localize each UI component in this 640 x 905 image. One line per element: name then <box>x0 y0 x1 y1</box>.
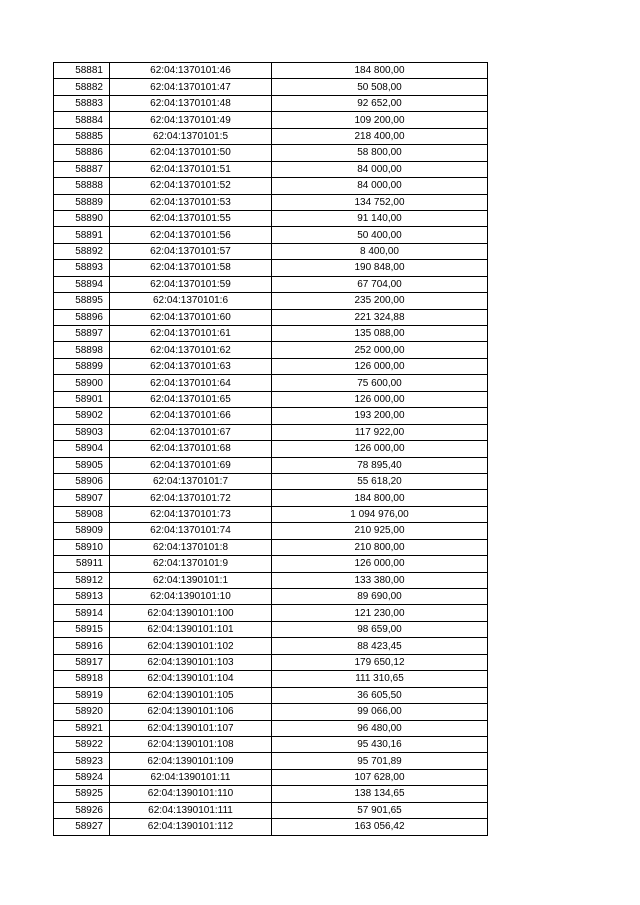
cadastral-value-cell: 50 400,00 <box>272 227 488 243</box>
row-number-cell: 58892 <box>54 243 110 259</box>
cadastral-value-cell: 1 094 976,00 <box>272 506 488 522</box>
cadastral-value-cell: 88 423,45 <box>272 638 488 654</box>
cadastral-value-cell: 89 690,00 <box>272 589 488 605</box>
cadastral-value-cell: 190 848,00 <box>272 260 488 276</box>
row-number-cell: 58887 <box>54 161 110 177</box>
row-number-cell: 58926 <box>54 802 110 818</box>
cadastral-number-cell: 62:04:1370101:52 <box>110 178 272 194</box>
cadastral-value-cell: 57 901,65 <box>272 802 488 818</box>
cadastral-value-cell: 95 701,89 <box>272 753 488 769</box>
cadastral-value-cell: 91 140,00 <box>272 210 488 226</box>
cadastral-number-cell: 62:04:1370101:74 <box>110 523 272 539</box>
cadastral-value-cell: 67 704,00 <box>272 276 488 292</box>
row-number-cell: 58903 <box>54 424 110 440</box>
cadastral-number-cell: 62:04:1370101:49 <box>110 112 272 128</box>
cadastral-value-cell: 138 134,65 <box>272 786 488 802</box>
table-row <box>54 654 488 670</box>
table-row <box>54 802 488 818</box>
row-number-cell: 58927 <box>54 819 110 835</box>
row-number-cell: 58890 <box>54 210 110 226</box>
cadastral-number-cell: 62:04:1370101:57 <box>110 243 272 259</box>
table-row <box>54 391 488 407</box>
table-row <box>54 128 488 144</box>
cadastral-value-cell: 133 380,00 <box>272 572 488 588</box>
table-row <box>54 424 488 440</box>
cadastral-number-cell: 62:04:1370101:62 <box>110 342 272 358</box>
table-row <box>54 769 488 785</box>
row-number-cell: 58883 <box>54 95 110 111</box>
row-number-cell: 58901 <box>54 391 110 407</box>
row-number-cell: 58893 <box>54 260 110 276</box>
table-row <box>54 194 488 210</box>
cadastral-value-cell: 179 650,12 <box>272 654 488 670</box>
table-row <box>54 63 488 79</box>
row-number-cell: 58904 <box>54 441 110 457</box>
cadastral-value-cell: 78 895,40 <box>272 457 488 473</box>
row-number-cell: 58924 <box>54 769 110 785</box>
cadastral-value-cell: 75 600,00 <box>272 375 488 391</box>
row-number-cell: 58923 <box>54 753 110 769</box>
cadastral-value-cell: 98 659,00 <box>272 621 488 637</box>
cadastral-number-cell: 62:04:1370101:56 <box>110 227 272 243</box>
table-row <box>54 441 488 457</box>
cadastral-value-cell: 96 480,00 <box>272 720 488 736</box>
row-number-cell: 58925 <box>54 786 110 802</box>
cadastral-number-cell: 62:04:1370101:67 <box>110 424 272 440</box>
row-number-cell: 58910 <box>54 539 110 555</box>
row-number-cell: 58920 <box>54 704 110 720</box>
table-row <box>54 457 488 473</box>
table-row <box>54 178 488 194</box>
cadastral-number-cell: 62:04:1370101:61 <box>110 326 272 342</box>
cadastral-number-cell: 62:04:1390101:110 <box>110 786 272 802</box>
table-row <box>54 621 488 637</box>
table-row <box>54 408 488 424</box>
row-number-cell: 58911 <box>54 556 110 572</box>
row-number-cell: 58922 <box>54 736 110 752</box>
cadastral-value-table <box>53 62 488 836</box>
row-number-cell: 58881 <box>54 63 110 79</box>
cadastral-number-cell: 62:04:1390101:100 <box>110 605 272 621</box>
cadastral-number-cell: 62:04:1370101:5 <box>110 128 272 144</box>
cadastral-number-cell: 62:04:1390101:103 <box>110 654 272 670</box>
cadastral-value-cell: 184 800,00 <box>272 490 488 506</box>
table-row <box>54 227 488 243</box>
table-row <box>54 819 488 835</box>
cadastral-value-cell: 126 000,00 <box>272 358 488 374</box>
cadastral-value-cell: 99 066,00 <box>272 704 488 720</box>
row-number-cell: 58896 <box>54 309 110 325</box>
cadastral-number-cell: 62:04:1370101:47 <box>110 79 272 95</box>
cadastral-number-cell: 62:04:1390101:106 <box>110 704 272 720</box>
table-row <box>54 786 488 802</box>
table-row <box>54 210 488 226</box>
row-number-cell: 58885 <box>54 128 110 144</box>
cadastral-value-cell: 135 088,00 <box>272 326 488 342</box>
cadastral-number-cell: 62:04:1370101:51 <box>110 161 272 177</box>
row-number-cell: 58919 <box>54 687 110 703</box>
row-number-cell: 58902 <box>54 408 110 424</box>
row-number-cell: 58915 <box>54 621 110 637</box>
table-row <box>54 473 488 489</box>
cadastral-value-cell: 84 000,00 <box>272 178 488 194</box>
cadastral-number-cell: 62:04:1390101:109 <box>110 753 272 769</box>
cadastral-number-cell: 62:04:1390101:112 <box>110 819 272 835</box>
cadastral-value-cell: 121 230,00 <box>272 605 488 621</box>
cadastral-value-cell: 126 000,00 <box>272 391 488 407</box>
cadastral-value-cell: 210 925,00 <box>272 523 488 539</box>
cadastral-value-cell: 92 652,00 <box>272 95 488 111</box>
table-row <box>54 704 488 720</box>
cadastral-value-cell: 55 618,20 <box>272 473 488 489</box>
cadastral-value-cell: 134 752,00 <box>272 194 488 210</box>
table-row <box>54 79 488 95</box>
cadastral-number-cell: 62:04:1370101:6 <box>110 293 272 309</box>
row-number-cell: 58884 <box>54 112 110 128</box>
row-number-cell: 58882 <box>54 79 110 95</box>
cadastral-number-cell: 62:04:1390101:101 <box>110 621 272 637</box>
cadastral-number-cell: 62:04:1370101:68 <box>110 441 272 457</box>
cadastral-number-cell: 62:04:1390101:1 <box>110 572 272 588</box>
row-number-cell: 58909 <box>54 523 110 539</box>
cadastral-number-cell: 62:04:1390101:111 <box>110 802 272 818</box>
cadastral-number-cell: 62:04:1390101:108 <box>110 736 272 752</box>
cadastral-number-cell: 62:04:1370101:8 <box>110 539 272 555</box>
cadastral-number-cell: 62:04:1370101:53 <box>110 194 272 210</box>
cadastral-value-cell: 36 605,50 <box>272 687 488 703</box>
cadastral-value-cell: 235 200,00 <box>272 293 488 309</box>
row-number-cell: 58891 <box>54 227 110 243</box>
table-row <box>54 112 488 128</box>
cadastral-number-cell: 62:04:1390101:107 <box>110 720 272 736</box>
table-row <box>54 161 488 177</box>
row-number-cell: 58916 <box>54 638 110 654</box>
row-number-cell: 58912 <box>54 572 110 588</box>
row-number-cell: 58905 <box>54 457 110 473</box>
table-row <box>54 309 488 325</box>
table-row <box>54 605 488 621</box>
row-number-cell: 58898 <box>54 342 110 358</box>
row-number-cell: 58899 <box>54 358 110 374</box>
table-row <box>54 276 488 292</box>
row-number-cell: 58897 <box>54 326 110 342</box>
cadastral-value-cell: 218 400,00 <box>272 128 488 144</box>
row-number-cell: 58907 <box>54 490 110 506</box>
table-row <box>54 243 488 259</box>
table-row <box>54 342 488 358</box>
table-row <box>54 720 488 736</box>
table-row <box>54 326 488 342</box>
row-number-cell: 58914 <box>54 605 110 621</box>
cadastral-value-cell: 8 400,00 <box>272 243 488 259</box>
table-body <box>54 63 488 836</box>
table-row <box>54 95 488 111</box>
table-row <box>54 671 488 687</box>
table-row <box>54 572 488 588</box>
cadastral-value-cell: 111 310,65 <box>272 671 488 687</box>
cadastral-number-cell: 62:04:1370101:55 <box>110 210 272 226</box>
cadastral-number-cell: 62:04:1370101:7 <box>110 473 272 489</box>
cadastral-number-cell: 62:04:1390101:105 <box>110 687 272 703</box>
cadastral-value-cell: 252 000,00 <box>272 342 488 358</box>
row-number-cell: 58900 <box>54 375 110 391</box>
cadastral-value-cell: 126 000,00 <box>272 556 488 572</box>
row-number-cell: 58918 <box>54 671 110 687</box>
cadastral-number-cell: 62:04:1370101:64 <box>110 375 272 391</box>
cadastral-value-cell: 109 200,00 <box>272 112 488 128</box>
cadastral-number-cell: 62:04:1370101:65 <box>110 391 272 407</box>
row-number-cell: 58906 <box>54 473 110 489</box>
cadastral-value-cell: 163 056,42 <box>272 819 488 835</box>
cadastral-number-cell: 62:04:1390101:102 <box>110 638 272 654</box>
row-number-cell: 58921 <box>54 720 110 736</box>
cadastral-value-cell: 84 000,00 <box>272 161 488 177</box>
table-row <box>54 736 488 752</box>
row-number-cell: 58888 <box>54 178 110 194</box>
table-row <box>54 589 488 605</box>
row-number-cell: 58895 <box>54 293 110 309</box>
cadastral-value-cell: 210 800,00 <box>272 539 488 555</box>
cadastral-value-cell: 221 324,88 <box>272 309 488 325</box>
table-row <box>54 260 488 276</box>
cadastral-number-cell: 62:04:1370101:9 <box>110 556 272 572</box>
table-row <box>54 293 488 309</box>
cadastral-number-cell: 62:04:1370101:66 <box>110 408 272 424</box>
table-row <box>54 638 488 654</box>
row-number-cell: 58908 <box>54 506 110 522</box>
cadastral-number-cell: 62:04:1390101:11 <box>110 769 272 785</box>
cadastral-number-cell: 62:04:1390101:104 <box>110 671 272 687</box>
cadastral-value-cell: 126 000,00 <box>272 441 488 457</box>
cadastral-number-cell: 62:04:1370101:73 <box>110 506 272 522</box>
cadastral-number-cell: 62:04:1370101:50 <box>110 145 272 161</box>
cadastral-value-cell: 107 628,00 <box>272 769 488 785</box>
cadastral-value-cell: 95 430,16 <box>272 736 488 752</box>
cadastral-number-cell: 62:04:1370101:69 <box>110 457 272 473</box>
cadastral-number-cell: 62:04:1370101:58 <box>110 260 272 276</box>
cadastral-number-cell: 62:04:1370101:46 <box>110 63 272 79</box>
table-row <box>54 375 488 391</box>
table-row <box>54 145 488 161</box>
cadastral-number-cell: 62:04:1390101:10 <box>110 589 272 605</box>
cadastral-value-cell: 184 800,00 <box>272 63 488 79</box>
cadastral-value-cell: 117 922,00 <box>272 424 488 440</box>
cadastral-number-cell: 62:04:1370101:60 <box>110 309 272 325</box>
row-number-cell: 58917 <box>54 654 110 670</box>
table-row <box>54 490 488 506</box>
table-row <box>54 523 488 539</box>
table-row <box>54 358 488 374</box>
table-row <box>54 556 488 572</box>
table-row <box>54 753 488 769</box>
table-row <box>54 687 488 703</box>
cadastral-value-cell: 58 800,00 <box>272 145 488 161</box>
cadastral-number-cell: 62:04:1370101:63 <box>110 358 272 374</box>
row-number-cell: 58913 <box>54 589 110 605</box>
cadastral-value-cell: 193 200,00 <box>272 408 488 424</box>
cadastral-number-cell: 62:04:1370101:48 <box>110 95 272 111</box>
cadastral-number-cell: 62:04:1370101:72 <box>110 490 272 506</box>
row-number-cell: 58894 <box>54 276 110 292</box>
table-row <box>54 539 488 555</box>
cadastral-value-cell: 50 508,00 <box>272 79 488 95</box>
table-row <box>54 506 488 522</box>
cadastral-number-cell: 62:04:1370101:59 <box>110 276 272 292</box>
row-number-cell: 58889 <box>54 194 110 210</box>
row-number-cell: 58886 <box>54 145 110 161</box>
